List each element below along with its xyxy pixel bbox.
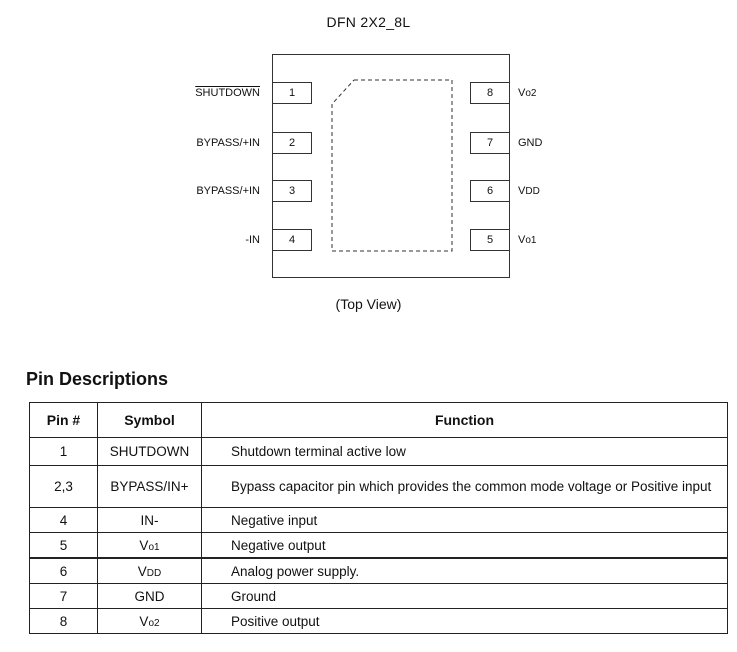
symbol-main: IN-	[140, 512, 159, 528]
table-row	[30, 558, 728, 584]
pin-cell: 7	[30, 584, 98, 609]
symbol-cell	[98, 438, 202, 466]
pin-box-8: 8	[470, 82, 510, 104]
pin-cell: 1	[30, 438, 98, 466]
symbol-main: BYPASS/IN+	[110, 479, 189, 494]
symbol-cell	[98, 533, 202, 559]
pin-description-table	[29, 402, 728, 634]
symbol-cell	[98, 584, 202, 609]
symbol-cell	[98, 466, 202, 508]
table-row	[30, 584, 728, 609]
table-row	[30, 533, 728, 559]
pin-label-6-main: V	[518, 185, 526, 197]
table-row	[30, 438, 728, 466]
pin-cell: 8	[30, 609, 98, 634]
pin-label-7-main: GND	[518, 137, 543, 149]
pin-label-5-main: V	[518, 234, 526, 246]
pin-label-8-main: V	[518, 87, 526, 99]
pin-label-3: BYPASS/+IN	[196, 185, 260, 197]
symbol-cell	[98, 609, 202, 634]
view-label: (Top View)	[335, 296, 402, 312]
pin-cell: 4	[30, 508, 98, 533]
pin-box-7: 7	[470, 132, 510, 154]
pin-cell: 5	[30, 533, 98, 559]
table-header-row	[30, 403, 728, 438]
pin-box-1: 1	[272, 82, 312, 104]
pin-label-6	[518, 184, 540, 199]
pin-label-5-sub: o1	[525, 235, 537, 246]
function-cell: Positive output	[202, 609, 728, 634]
pin-label-8	[518, 86, 536, 101]
symbol-cell	[98, 558, 202, 584]
pin-box-5: 5	[470, 229, 510, 251]
pin-box-4: 4	[272, 229, 312, 251]
package-title: DFN 2X2_8L	[326, 14, 411, 30]
table-row	[30, 609, 728, 634]
pin-box-6: 6	[470, 180, 510, 202]
symbol-sub: o2	[148, 617, 160, 629]
symbol-sub: o1	[148, 541, 160, 553]
function-cell: Negative output	[202, 533, 728, 559]
column-header-symbol: Symbol	[98, 403, 202, 438]
pin-label-7	[518, 136, 542, 151]
pin-cell: 2,3	[30, 466, 98, 508]
symbol-main: V	[139, 537, 149, 553]
pin-label-1: SHUTDOWN	[195, 87, 260, 99]
symbol-main: V	[139, 613, 149, 629]
function-cell: Negative input	[202, 508, 728, 533]
pin-label-2: BYPASS/+IN	[196, 137, 260, 149]
symbol-main: SHUTDOWN	[109, 444, 190, 459]
symbol-main: V	[137, 563, 147, 579]
symbol-sub: DD	[146, 567, 162, 579]
pin-box-3: 3	[272, 180, 312, 202]
column-header-function: Function	[202, 403, 728, 438]
pin-box-2: 2	[272, 132, 312, 154]
pin-label-5	[518, 233, 536, 248]
section-heading: Pin Descriptions	[26, 369, 169, 389]
symbol-cell	[98, 508, 202, 533]
pin-label-8-sub: o2	[525, 88, 537, 99]
function-cell: Analog power supply.	[202, 558, 728, 584]
pin-label-6-sub: DD	[525, 186, 540, 197]
column-header-pin: Pin #	[30, 403, 98, 438]
function-cell: Bypass capacitor pin which provides the common mode voltage or Positive input	[202, 466, 728, 508]
function-cell: Shutdown terminal active low	[202, 438, 728, 466]
pin-label-4: -IN	[245, 234, 260, 246]
table-row	[30, 466, 728, 508]
function-cell: Ground	[202, 584, 728, 609]
table-row	[30, 508, 728, 533]
symbol-main: GND	[134, 588, 165, 604]
pin-cell: 6	[30, 558, 98, 584]
